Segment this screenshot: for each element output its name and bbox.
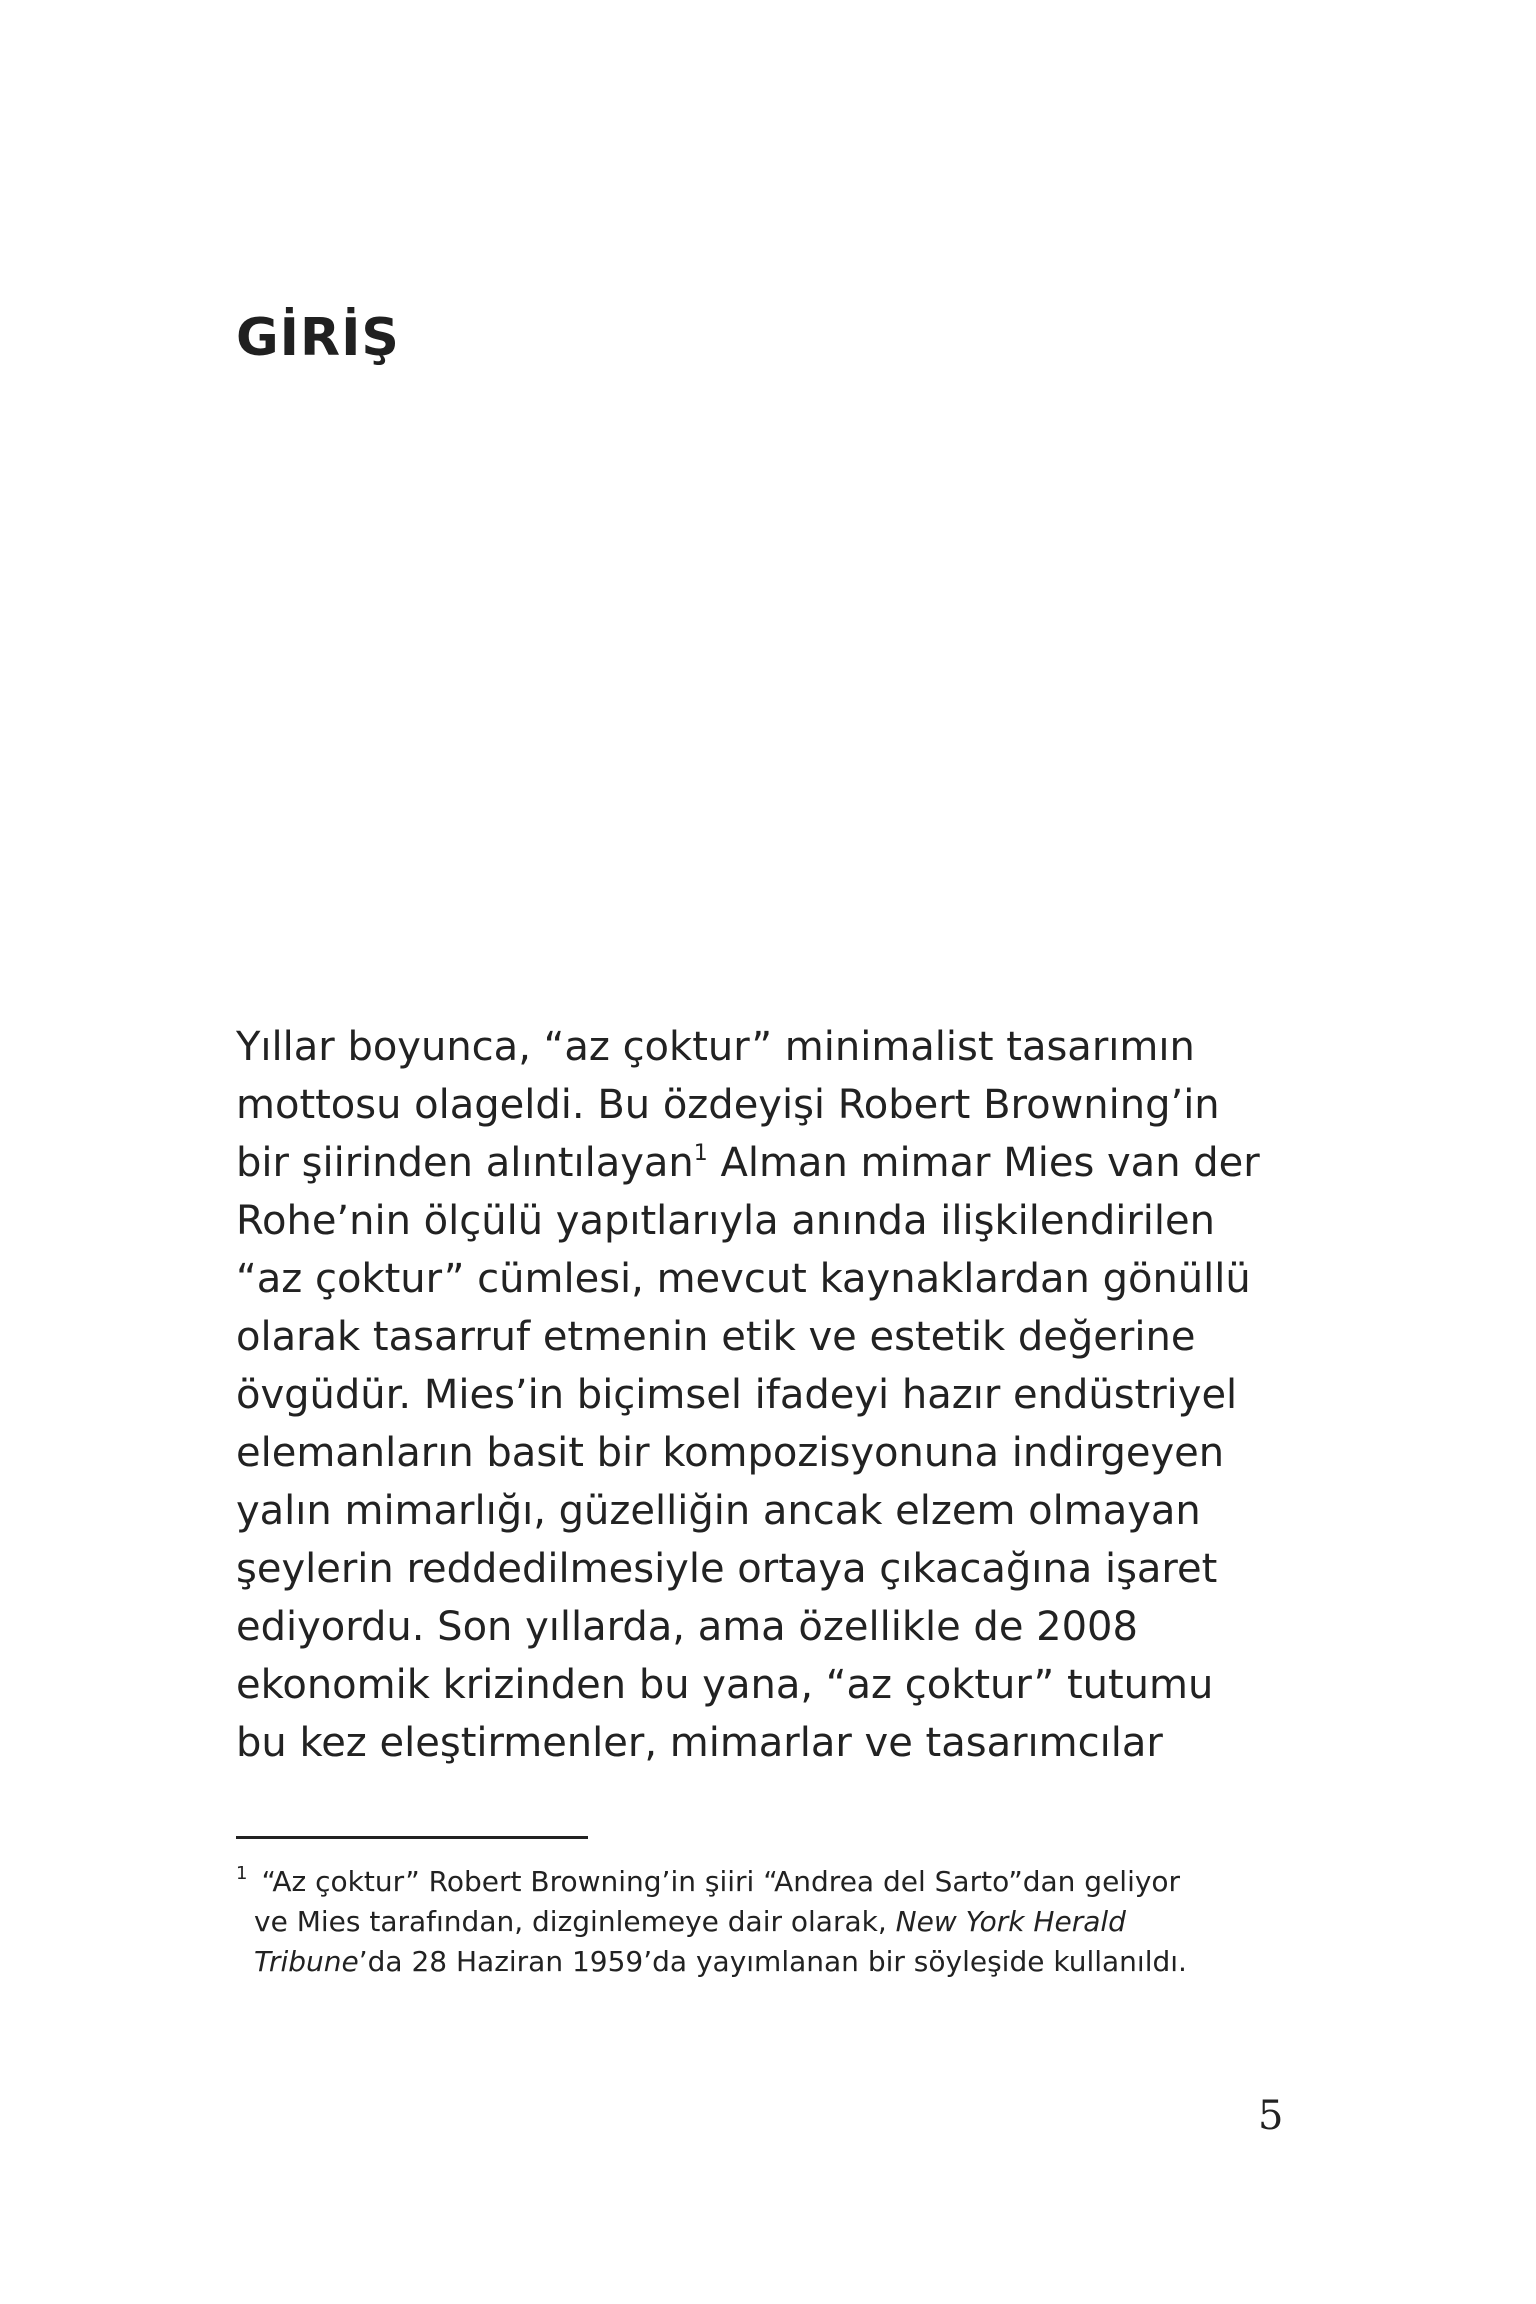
- footnote-text: ve Mies tarafından, dizginlemeye dair olarak,: [254, 1905, 896, 1938]
- body-line: yalın mimarlığı, güzelliğin ancak elzem olmayan: [236, 1488, 1201, 1534]
- footnote-text: ’da 28 Haziran 1959’da yayımlanan bir söyleşide kullanıldı.: [358, 1945, 1187, 1978]
- body-line: olarak tasarruf etmenin etik ve estetik değerine: [236, 1314, 1196, 1360]
- body-paragraph: [236, 1018, 1336, 1772]
- body-line: bu kez eleştirmenler, mimarlar ve tasarımcılar: [236, 1720, 1163, 1766]
- footnote-publication-title: Tribune: [254, 1945, 359, 1978]
- footnote-line: [236, 1862, 1336, 1902]
- body-line: övgüdür. Mies’in biçimsel ifadeyi hazır endüstriyel: [236, 1372, 1238, 1418]
- body-line-segment: bir şiirinden alıntılayan: [236, 1140, 694, 1186]
- footnote-line: [236, 1942, 1336, 1982]
- chapter-title: GİRİŞ: [236, 308, 400, 368]
- body-line: ekonomik krizinden bu yana, “az çoktur” tutumu: [236, 1662, 1214, 1708]
- body-line: ediyordu. Son yıllarda, ama özellikle de 2008: [236, 1604, 1138, 1650]
- body-line: “az çoktur” cümlesi, mevcut kaynaklardan gönüllü: [236, 1256, 1251, 1302]
- footnote: [236, 1862, 1336, 1982]
- footnote-reference[interactable]: 1: [693, 1141, 708, 1166]
- footnote-line: [236, 1902, 1336, 1942]
- body-line: mottosu olageldi. Bu özdeyişi Robert Browning’in: [236, 1082, 1220, 1128]
- body-line: Rohe’nin ölçülü yapıtlarıyla anında ilişkilendirilen: [236, 1198, 1215, 1244]
- body-line-with-footnote-ref: [236, 1134, 1336, 1192]
- body-line: elemanların basit bir kompozisyonuna indirgeyen: [236, 1430, 1225, 1476]
- footnote-marker: 1: [236, 1863, 248, 1884]
- footnote-text: “Az çoktur” Robert Browning’in şiiri “Andrea del Sarto”dan geliyor: [261, 1865, 1181, 1898]
- body-line-segment: Alman mimar Mies van der: [720, 1140, 1260, 1186]
- page-number: 5: [1258, 2093, 1284, 2139]
- footnote-divider: [236, 1836, 588, 1839]
- footnote-publication-title: New York Herald: [895, 1905, 1126, 1938]
- body-line: şeylerin reddedilmesiyle ortaya çıkacağına işaret: [236, 1546, 1218, 1592]
- body-line: Yıllar boyunca, “az çoktur” minimalist tasarımın: [236, 1024, 1195, 1070]
